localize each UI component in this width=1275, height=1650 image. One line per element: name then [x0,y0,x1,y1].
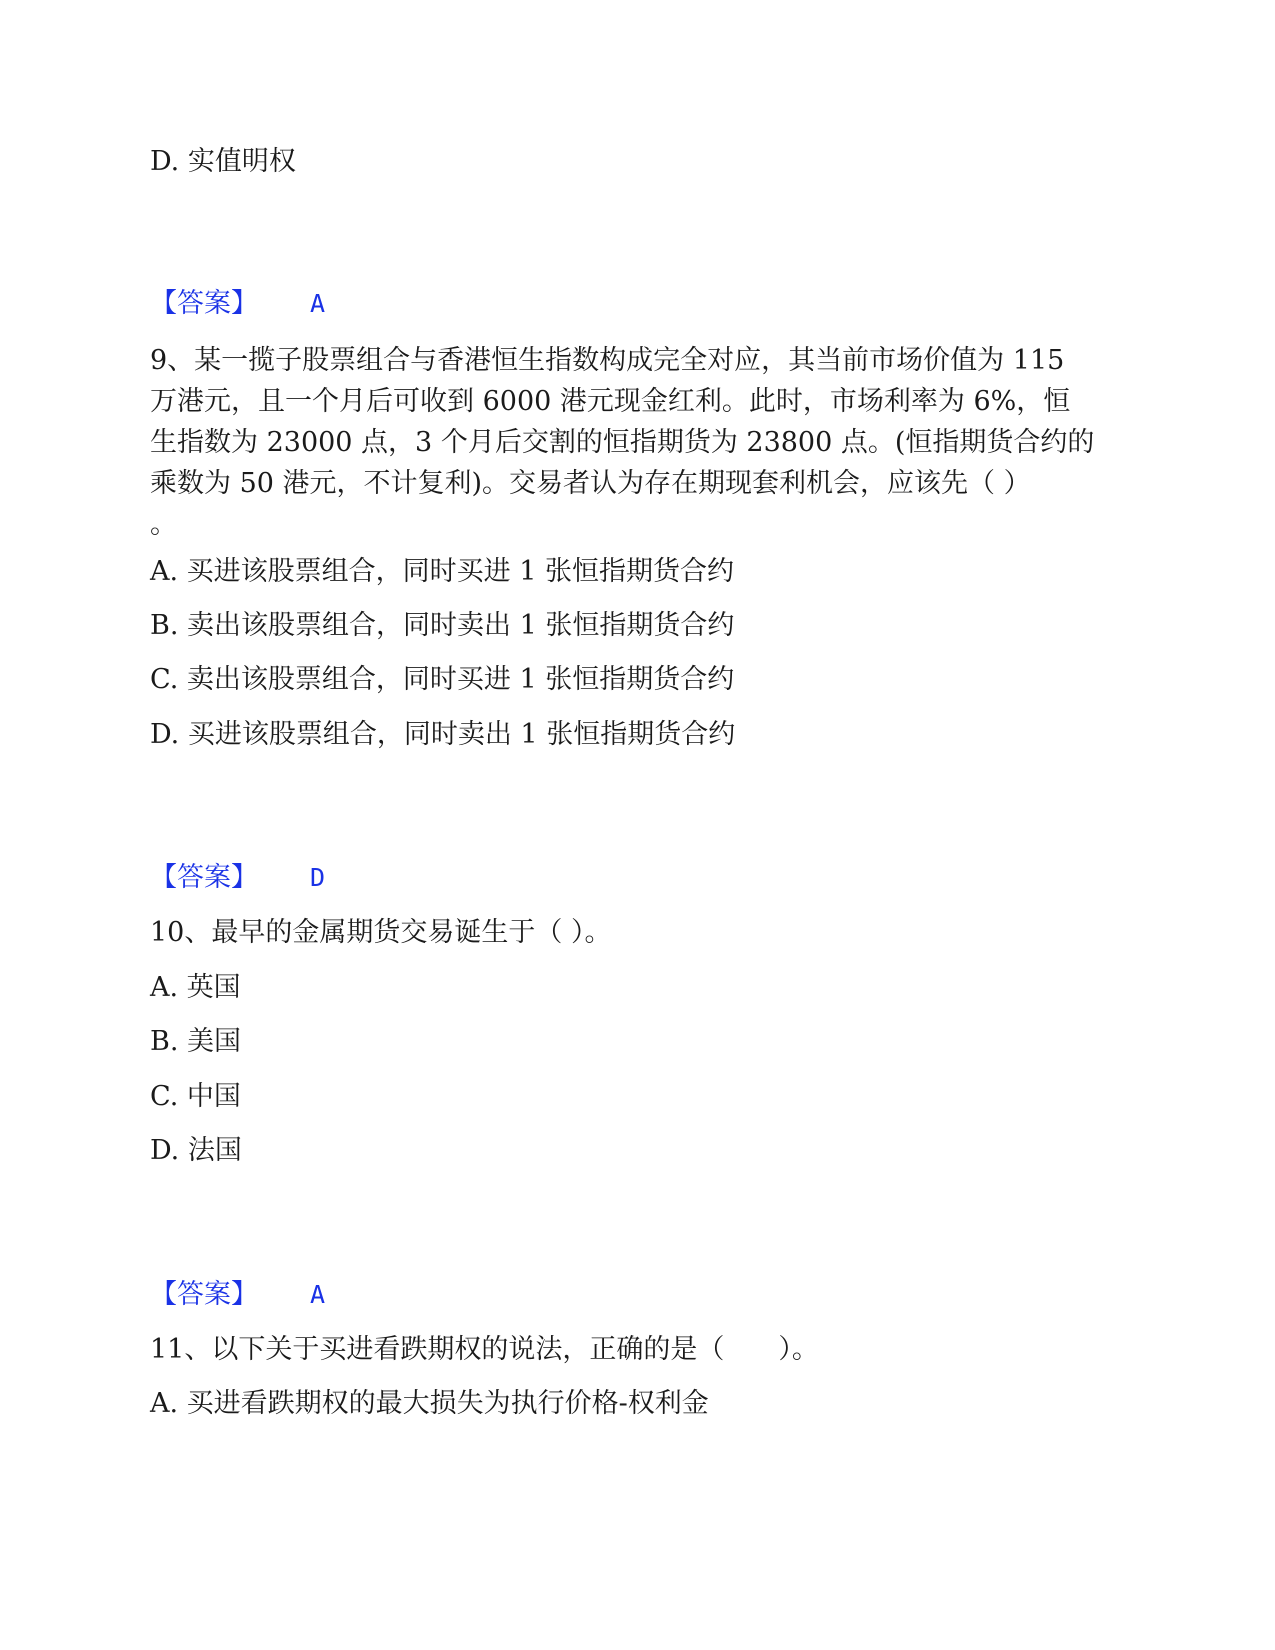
question-10-text: 10、最早的金属期货交易诞生于（ ）。 [150,917,612,948]
option-d-prev: D. 实值明权 [150,146,296,177]
question-10-option-d: D. 法国 [150,1135,242,1166]
question-9-line-4: 乘数为 50 港元，不计复利)。交易者认为存在期现套利机会，应该先（ ） [150,468,1031,499]
answer-line-q10 [150,1275,325,1315]
question-9-option-a: A. 买进该股票组合，同时买进 1 张恒指期货合约 [150,556,735,587]
question-9-option-d: D. 买进该股票组合，同时卖出 1 张恒指期货合约 [150,719,736,750]
answer-label: 【答案】 [150,288,258,319]
question-9-line-2: 万港元，且一个月后可收到 6000 港元现金红利。此时，市场利率为 6%，恒 [150,386,1071,417]
answer-label: 【答案】 [150,862,258,893]
question-10-option-b: B. 美国 [150,1026,242,1057]
answer-label: 【答案】 [150,1279,258,1310]
answer-value: A [310,1280,326,1309]
answer-value: A [310,289,326,318]
question-10-option-a: A. 英国 [150,972,241,1003]
question-9-text [150,340,1130,545]
answer-value: D [310,863,326,892]
question-10-option-c: C. 中国 [150,1081,241,1112]
question-11-text: 11、以下关于买进看跌期权的说法，正确的是（ ）。 [150,1334,819,1365]
question-9-line-3: 生指数为 23000 点，3 个月后交割的恒指期货为 23800 点。(恒指期货合约的 [150,427,1095,458]
answer-line-q8 [150,284,325,324]
answer-line-q9 [150,858,325,898]
question-11-option-a: A. 买进看跌期权的最大损失为执行价格-权利金 [150,1388,709,1419]
question-9-line-1: 9、某一揽子股票组合与香港恒生指数构成完全对应，其当前市场价值为 115 [150,345,1065,376]
question-9-line-5: 。 [150,509,177,540]
question-9-option-b: B. 卖出该股票组合，同时卖出 1 张恒指期货合约 [150,610,735,641]
question-9-option-c: C. 卖出该股票组合，同时买进 1 张恒指期货合约 [150,664,735,695]
